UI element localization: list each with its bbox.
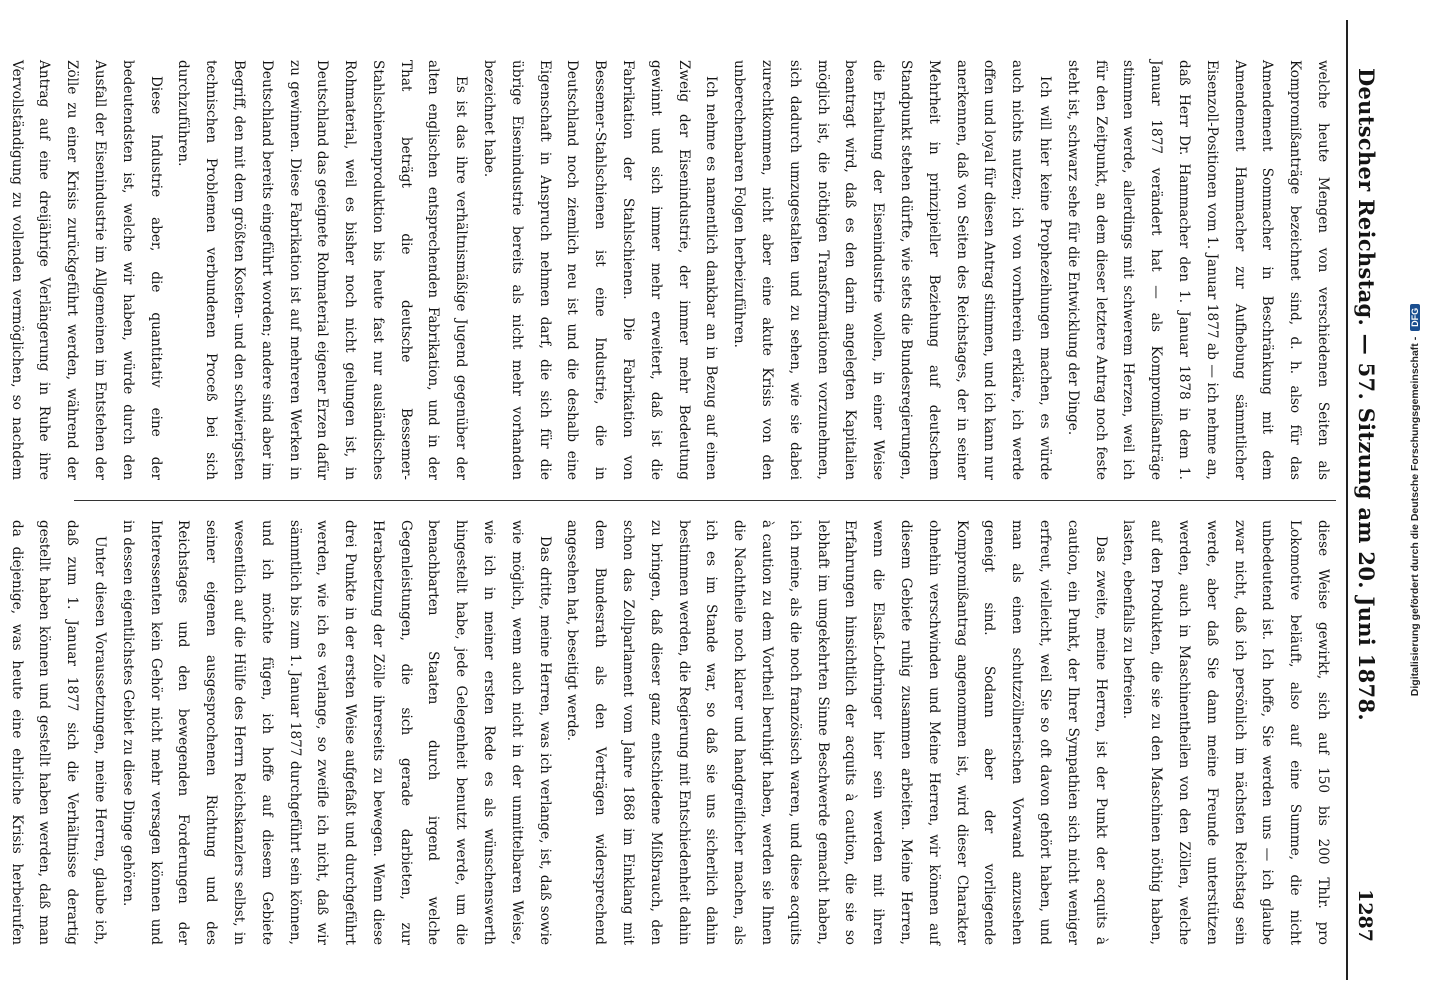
- left-paragraph-4: Es ist das ihre verhältnismäßige Jugend gegenüber der alten englischen entsprechenden Fabrikation, und in der That beträgt die deutsche Bessemer-Stahlschienenproduktion bis heute fast nur ausländisches Rohmaterial, weil es bisher noch nicht gelungen ist, in Deutschland das geeignete Rohmaterial eigener Erzen dafür zu gewinnen. Diese Fabrikation ist auf mehreren Werken in Deutschland bereits eingeführt worden; andere sind aber im Begriff, den mit dem größten Kosten- und den schwierigsten technischen Problemen verbundenen Proceß bei sich durchzuführen.: [175, 60, 470, 480]
- left-paragraph-5: Diese Industrie aber, die quantitativ eine der bedeutendsten ist, welche wir haben, würde durch den Ausfall der Eisenindustrie im Allgemeinen im Entstehen der Zölle zu einer Krisis zurückgeführt werden, während der Antrag auf eine dreijährige Verlängerung in Ruhe ihre Vervollständigung zu vollenden vermöglichen, so nachdem: [8, 60, 164, 480]
- right-paragraph-3: Das dritte, meine Herren, was ich verlange, ist, daß sowie wie möglich, wenn auch nicht in der unmittelbaren Weise, wie ich in meiner ersten Rede es als wünschenswerth hingestellt habe, jede Gelegenheit benutzt werde, um die benachbarten Staaten durch irgend welche Gegenleistungen, die sich gerade darbieten, zur Herabsetzung der Zölle ihrerseits zu bewegen. Wenn diese drei Punkte in der ersten Weise aufgefaßt und durchgeführt werden, wie ich es verlange, so zweifle ich nicht, daß wir sämmtlich bis zum 1. Januar 1877 durchgeführt sein können, und ich möchte fügen, ich hoffe auf diesem Gebiete wesentlich auf die Hülfe des Herrn Reichskanzlers selbst, in seiner eigenen ausgesprochenen Richtung und des Reichstages und den bewegenden Forderungen der Interessenten kein Gehör nicht mehr versagen können und in dessen eigentlichstes Gebiet zu diese Dinge gehören.: [119, 520, 553, 945]
- left-paragraph-3: Ich nehme es namentlich dankbar an in Bezug auf einen Zweig der Eisenindustrie, der immer mehr Bedeutung gewinnt und sich immer mehr erweitert, daß ist die Fabrikation der Stahlschienen. Die Fabrikation von Bessemer-Stahlschienen ist eine Industrie, die in Deutschland noch ziemlich neu ist und die deshalb eine Eigenschaft in Anspruch nehmen darf, die sich für die übrige Eisenindustrie bereits als nicht mehr vorhanden bezeichnet habe.: [481, 60, 720, 480]
- page-number: 1287: [1354, 889, 1376, 942]
- left-paragraph-1: welche heute Mengen von verschiedenen Seiten als Kompromißanträge bezeichnet sind, d. h. also für das Amendement Sommacher in Beschränkung mit dem Amendement Hammacher zur Aufhebung sämmtlicher Eisenzoll-Positionen vom 1. Januar 1877 ab — ich nehme an, daß Herr Dr. Hammacher den 1. Januar 1878 in dem 1. Januar 1877 verändert hat — als Kompromißanträge stimmen werde, allerdings mit schwerem Herzen, weil ich für den Zeitpunkt, an dem dieser letztere Antrag noch feste steht ist, schwarz sehe für die Entwicklung der Dinge.: [1064, 60, 1331, 480]
- right-paragraph-2: Das zweite, meine Herren, ist der Punkt der acquits à caution, ein Punkt, der Ihrer Sympathien sich nicht weniger erfreut, vielleicht, weil Sie so oft davon gehört haben, und man als einen schutzzöllnerischen Vorwand anzusehen geneigt sind. Sodann aber der vorliegende Kompromißantrag angenommen ist, wird dieser Charakter ohnehin verschwinden und Meine Herren, wir können auf diesem Gebiete ruhig zusammen arbeiten. Meine Herren, wenn die Elsaß-Lothringer hier sein werden mit ihren Erfahrungen hinsichtlich der acquits à caution, die sie so lebhaft im umgekehrten Sinne Beschwerde gemacht haben, ich meine, als die noch französisch waren, und diese acquits à caution zu dem Vortheil beruhigt haben, werden sie Ihnen die Nachtheile noch klarer und handgreiflicher machen, als ich es im Stande war, so daß sie uns sicherlich dahin bestimmen werden, die Regierung mit Entschiedenheit dahin zu bringen, daß dieser ganz entschiedene Mißbrauch, den schon das Zollparlament vom Jahre 1868 im Einklang mit dem Bundesrath als den Verträgen widersprechend angesehen hat, beseitigt werde.: [564, 520, 1109, 945]
- right-column: [8, 520, 1336, 945]
- digitization-text: Digitalisierung gefördert durch die Deutsche Forschungsgemeinschaft -: [1409, 336, 1421, 697]
- digitization-note: [1409, 50, 1423, 950]
- dfg-logo: DFG: [1410, 304, 1420, 331]
- right-paragraph-4: Unter diesen Voraussetzungen, meine Herren, glaube ich, daß zum 1. Januar 1877 sich die Verhältnisse derartig gestellt haben können und gestellt haben werden, daß man da diejenige, was heute eine ehrliche Krisis herbeirufen: [8, 520, 108, 945]
- column-divider: [74, 500, 1336, 501]
- rotated-page: [8, 20, 1406, 980]
- left-paragraph-2: Ich will hier keine Prophezeihungen machen, es würde auch nichts nutzen; ich von vornherein erkläre, ich werde offen und loyal für diesen Antrag stimmen, und ich kann nur anerkennen, daß von Seiten des Reichstages, der in seiner Mehrheit in prinzipieller Beziehung auf deutschem Standpunkt stehen dürfte, wie stets die Bundesregierungen, die Erhaltung der Eisenindustrie wollen, in einer Weise beantragt wird, daß es den darin angelegten Kapitalien möglich ist, die nöthigen Transformationen vorzunehmen, sich dadurch umzugestalten und zu sehen, wie sie dabei zurechtkommen, nicht aber eine akute Krisis von den unberechenbaren Folgen herbeizuführen.: [731, 60, 1054, 480]
- running-header: [1346, 20, 1388, 980]
- right-paragraph-1: diese Weise gewirkt, sich auf 150 bis 200 Thlr. pro Lokomotive beläuft, also auf eine Summe, die nicht unbedeutend ist. Ich hoffe, Sie werden uns — ich glaube zwar nicht, daß ich persönlich im nächsten Reichstag sein werde, aber daß Sie dann meine Freunde unterstützen werden, auch in Maschinentheilen von den Zöllen, welche auf den Produkten, die sie zu den Maschinen nöthig haben, lasten, ebenfalls zu befreien.: [1120, 520, 1331, 945]
- header-title: Deutscher Reichstag. — 57. Sitzung am 20. Juni 1878.: [1354, 68, 1379, 721]
- left-column: [8, 60, 1336, 480]
